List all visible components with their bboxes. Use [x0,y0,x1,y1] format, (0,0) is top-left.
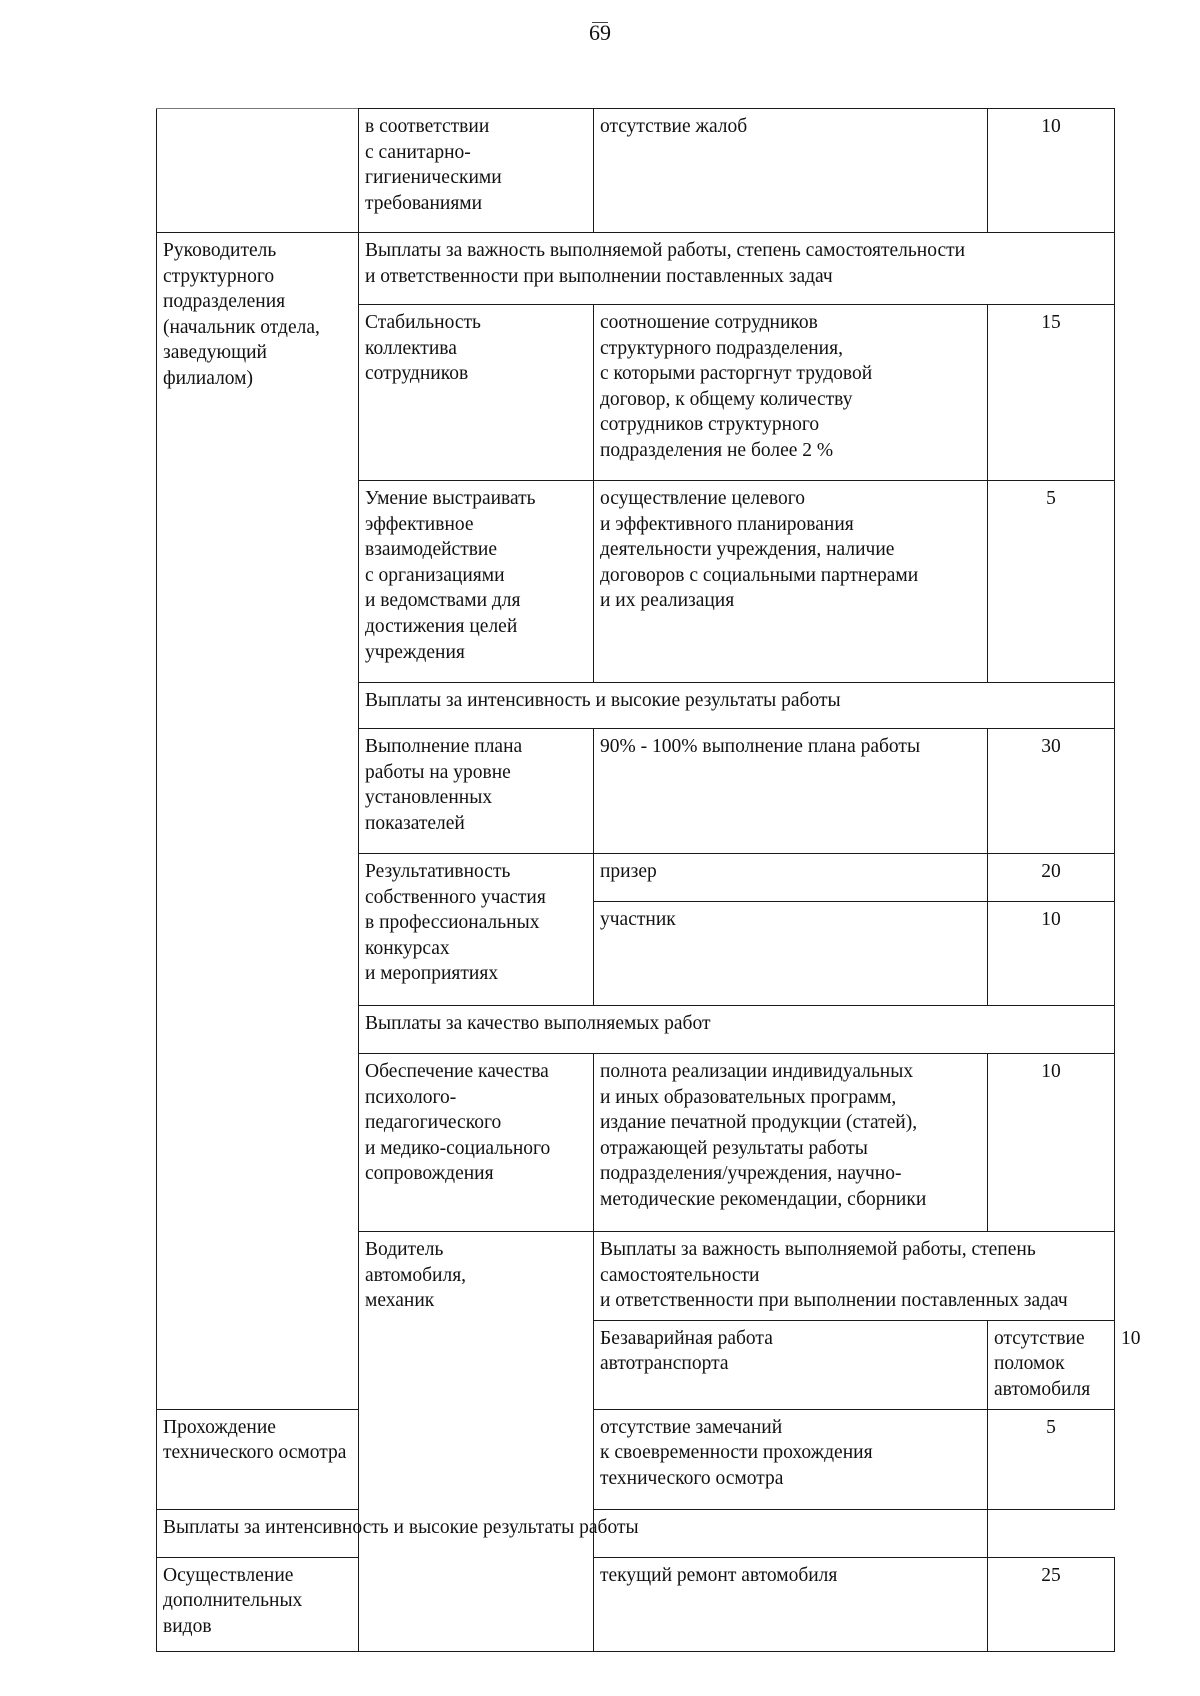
points-cell: 30 [988,729,1115,854]
points-cell: 5 [988,481,1115,683]
condition-cell: полнота реализации индивидуальных и иных образовательных программ, издание печатной продукции (статей), отражающей результаты работы подразделения/учреждения, научно- методические рекомендации, сборники [594,1054,988,1232]
criterion-cell: Прохождение технического осмотра [157,1409,359,1509]
payment-group-heading: Выплаты за важность выполняемой работы, степень самостоятельности и ответственности при выполнении поставленных задач [359,233,1115,305]
payment-group-heading: Выплаты за интенсивность и высокие результаты работы [359,683,1115,729]
payment-group-heading: Выплаты за качество выполняемых работ [359,1006,1115,1054]
condition-cell: осуществление целевого и эффективного планирования деятельности учреждения, наличие договоров с социальными партнерами и их реализация [594,481,988,683]
criterion-cell: в соответствии с санитарно- гигиеническими требованиями [359,109,594,233]
points-cell: 15 [988,305,1115,481]
criterion-cell: Обеспечение качества психолого- педагогического и медико-социального сопровождения [359,1054,594,1232]
condition-cell: отсутствие поломок автомобиля [988,1320,1115,1409]
condition-cell: текущий ремонт автомобиля [594,1557,988,1651]
condition-cell: соотношение сотрудников структурного подразделения, с которыми расторгнут трудовой договор, к общему количеству сотрудников структурного подразделения не более 2 % [594,305,988,481]
table-row [157,233,1115,305]
points-cell: 10 [988,902,1115,1006]
payment-group-heading: Выплаты за интенсивность и высокие результаты работы [157,1509,988,1557]
page-number [0,22,1200,46]
condition-cell: отсутствие замечаний к своевременности прохождения технического осмотра [594,1409,988,1509]
condition-cell: 90% - 100% выполнение плана работы [594,729,988,854]
criterion-cell: Умение выстраивать эффективное взаимодействие с организациями и ведомствами для достижения целей учреждения [359,481,594,683]
points-cell: 10 [988,109,1115,233]
points-cell: 5 [988,1409,1115,1509]
criterion-cell: Безаварийная работа автотранспорта [594,1320,988,1409]
condition-cell: призер [594,854,988,902]
table-row [157,109,1115,233]
payment-group-heading: Выплаты за важность выполняемой работы, степень самостоятельности и ответственности при выполнении поставленных задач [594,1232,1115,1321]
position-cell-head: Руководитель структурного подразделения (начальник отдела, заведующий филиалом) [157,233,359,1410]
criterion-cell: Осуществление дополнительных видов [157,1557,359,1651]
table-row [157,1409,1115,1509]
page-number-text: 69 [589,20,611,45]
table-row [157,1509,1115,1557]
condition-cell: участник [594,902,988,1006]
points-cell: 20 [988,854,1115,902]
table-row: Безаварийная работа автотранспорта отсутствие поломок автомобиля 10 [157,1320,1115,1409]
criterion-cell: Стабильность коллектива сотрудников [359,305,594,481]
criterion-cell: Выполнение плана работы на уровне установленных показателей [359,729,594,854]
criteria-table [156,108,1141,1652]
points-cell: 10 [988,1054,1115,1232]
condition-cell: отсутствие жалоб [594,109,988,233]
table-row [157,1557,1115,1651]
position-cell-continued [157,109,359,233]
points-cell: 25 [988,1557,1115,1651]
position-cell-driver: Водитель автомобиля, механик [359,1232,594,1652]
criterion-cell: Результативность собственного участия в профессиональных конкурсах и мероприятиях [359,854,594,1006]
